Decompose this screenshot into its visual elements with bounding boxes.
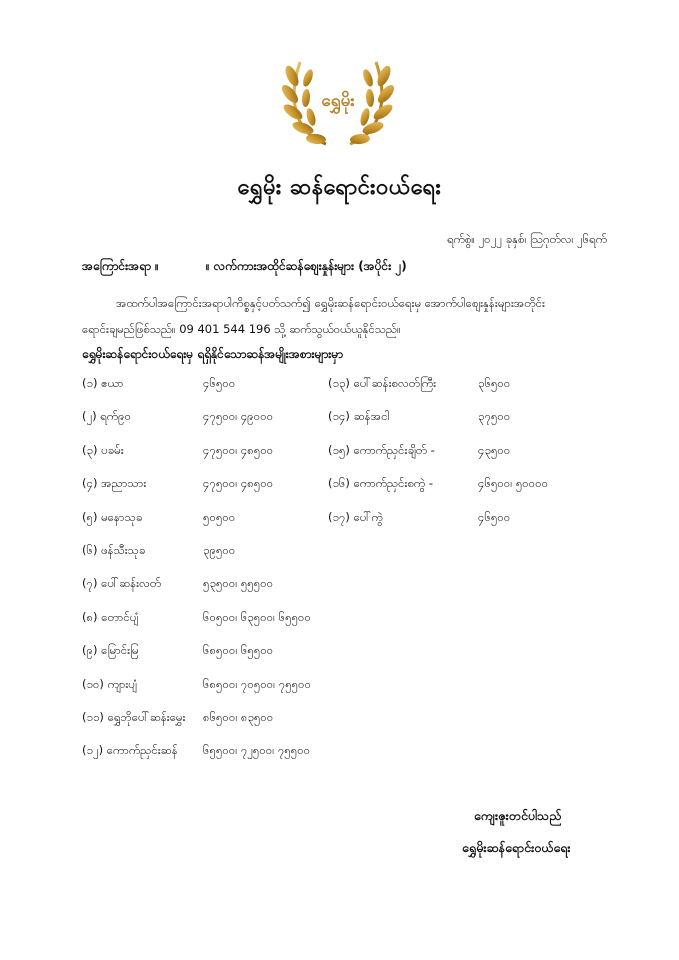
rice-item-name: (၁၂) ကောက်ညှင်းဆန် [82, 743, 178, 757]
rice-item-price: ၄၆၅၀၀ [478, 510, 511, 524]
rice-item-price: ၆၈၅၀၀၊ ၆၅၅၀၀ [203, 643, 274, 657]
rice-item-price: ၃၉၅၀၀ [203, 543, 236, 557]
rice-item-name: (၁၅) ကောက်ညှင်းချိတ် - [328, 443, 435, 457]
rice-item-name: (၈) တောင်ပျံ [82, 610, 139, 624]
rice-item-name: (၇) ပေါ်ဆန်းလတ် [82, 576, 162, 590]
rice-item-price: ၄၇၅၀၀၊ ၄၉၀၀၀ [203, 409, 274, 423]
rice-item-name: (၉) မြောင်းမြ [82, 643, 139, 657]
rice-item-name: (၁၀) ကျားပျံ [82, 677, 137, 691]
rice-item-name: (၁၁) ရွှေဘိုပေါ်ဆန်းမွှေး [82, 710, 186, 724]
rice-item-price: ၄၆၅၀၀ [203, 376, 236, 390]
rice-item-price: ၆၈၅၀၀၊ ၇၀၅၀၀၊ ၇၅၅၀၀ [203, 677, 312, 691]
subject-text: ။ လက်ကားအထိုင်ဆန်စျေးနှုန်းများ (အပိုင်း ၂) [206, 259, 407, 273]
rice-item-price: ၆၀၅၀၀၊ ၆၃၅၀၀၊ ၆၅၅၀၀ [203, 610, 311, 624]
rice-item-name: (၁၃) ပေါ်ဆန်းစလတ်ကြီး [328, 376, 437, 390]
signature-name: ရွှေမိုးဆန်ရောင်းဝယ်ရေး [462, 840, 571, 855]
rice-item-name: (၁) ဧယာ [82, 376, 124, 390]
intro-paragraph [82, 290, 602, 342]
rice-item-price: ၄၇၅၀၀၊ ၄၈၅၀၀ [203, 476, 274, 490]
paragraph-line-2: ရောင်းချမည်ဖြစ်သည်။ 09 401 544 196 သို့ ဆက်သွယ်ဝယ်ယူနိုင်သည်။ [82, 322, 401, 336]
rice-item-price: ၈၆၅၀၀၊ ၈၃၅၀၀ [203, 710, 274, 724]
rice-item-price: ၄၇၅၀၀၊ ၄၈၅၀၀ [203, 443, 274, 457]
page-title: ရွှေမိုး ဆန်ရောင်းဝယ်ရေး [237, 175, 442, 200]
list-heading: ရွှေမိုးဆန်ရောင်းဝယ်ရေးမှ ရရှိနိုင်သောဆန်အမျိုးအစားများမှာ [82, 347, 344, 361]
rice-item-name: (၅) မနောသုခ [82, 510, 143, 524]
subject-line [82, 258, 407, 276]
rice-item-price: ၄၆၅၀၀၊ ၅၀၀၀၀ [478, 476, 549, 490]
rice-item-name: (၁၆) ကောက်ညှင်းစကွဲ - [328, 476, 433, 490]
rice-item-name: (၁၇) ပေါ်ကွဲ [328, 510, 383, 524]
rice-item-price: ၄၃၅၀၀ [478, 443, 511, 457]
laurel-wreath-logo [278, 42, 398, 152]
rice-item-price: ၃၇၅၀၀ [478, 409, 511, 423]
document-date: ရက်စွဲ။ ၂၀၂၂ ခုနှစ်၊ ဩဂုတ်လ၊ ၂၆ရက် [447, 232, 607, 246]
rice-item-name: (၆) ဖန်သီးသုခ [82, 543, 146, 557]
paragraph-line-1: အထက်ပါအကြောင်းအရာပါကိစ္စနှင့်ပတ်သက်၍ ရွှေမိုးဆန်ရောင်းဝယ်ရေးမှ အောက်ပါစျေးနှုန်းများအတိုင်း [116, 296, 545, 310]
subject-label: အကြောင်းအရာ ။ [82, 259, 159, 273]
rice-item-price: ၆၅၅၀၀၊ ၇၂၅၀၀၊ ၇၅၅၀၀ [203, 743, 311, 757]
rice-item-price: ၅၀၅၀၀ [203, 510, 236, 524]
svg-text:ရွှေမိုး: ရွှေမိုး [321, 91, 355, 111]
rice-item-name: (၁၄) ဆန်အငါ [328, 409, 390, 423]
rice-item-name: (၃) ပခမ်း [82, 443, 124, 457]
rice-item-price: ၅၃၅၀၀၊ ၅၅၅၀၀ [203, 576, 274, 590]
rice-item-price: ၃၆၅၀၀ [478, 376, 511, 390]
rice-item-name: (၄) အညာသား [82, 476, 147, 490]
closing-thanks: ကျေးဇူးတင်ပါသည် [474, 808, 562, 823]
rice-item-name: (၂) ရက်၉၀ [82, 409, 132, 423]
